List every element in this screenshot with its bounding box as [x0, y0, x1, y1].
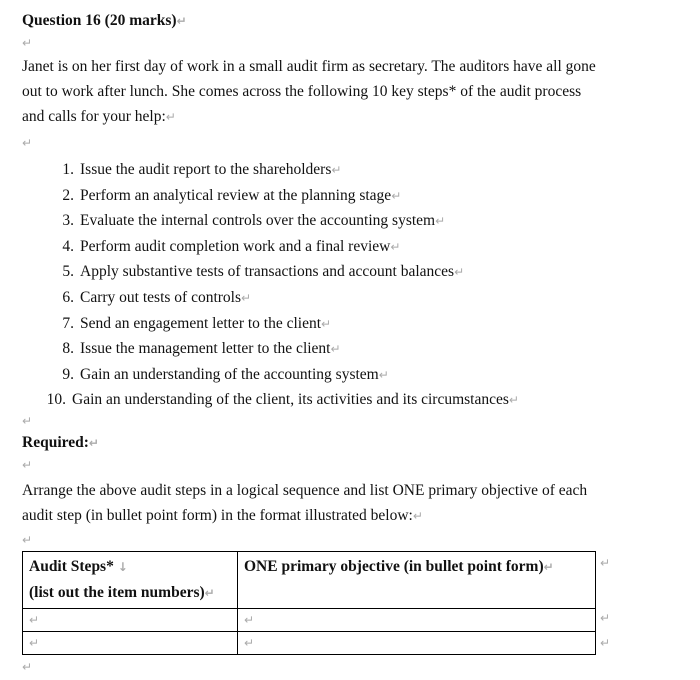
list-item: 7. Send an engagement letter to the client↵ — [62, 314, 332, 332]
paragraph-mark-icon: ↵ — [176, 14, 187, 28]
cell-mark-icon: ↵ — [29, 613, 40, 627]
paragraph-mark-icon: ↵ — [508, 393, 519, 408]
cell-mark-icon: ↵ — [244, 636, 255, 650]
table-cell[interactable] — [238, 609, 596, 632]
table-cell[interactable] — [23, 632, 238, 655]
paragraph-mark-icon: ↵ — [22, 458, 33, 472]
paragraph-mark-icon: ↵ — [435, 214, 446, 229]
list-item: 10. Gain an understanding of the client, its activities and its circumstances↵ — [46, 391, 519, 409]
list-item: 8. Issue the management letter to the client↵ — [62, 340, 341, 358]
paragraph-mark-icon: ↵ — [22, 533, 33, 547]
paragraph-mark-icon: ↵ — [390, 239, 401, 254]
paragraph-mark-icon: ↵ — [22, 414, 33, 428]
table-cell[interactable] — [23, 609, 238, 632]
table-row — [23, 609, 596, 632]
list-item: 5. Apply substantive tests of transactions and account balances↵ — [62, 263, 465, 281]
paragraph-mark-icon: ↵ — [22, 36, 33, 50]
blank-line — [22, 658, 32, 676]
list-item: 9. Gain an understanding of the accounting system↵ — [62, 365, 389, 383]
paragraph-mark-icon: ↵ — [165, 110, 176, 124]
list-item: 4. Perform audit completion work and a final review↵ — [62, 237, 401, 255]
paragraph-mark-icon: ↵ — [22, 136, 33, 150]
list-item: 3. Evaluate the internal controls over the accounting system↵ — [62, 212, 446, 230]
table-header-audit-steps: Audit Steps* ↓ (list out the item numbers)↵ — [23, 552, 238, 609]
intro-paragraph — [22, 54, 682, 130]
cell-mark-icon: ↵ — [244, 613, 255, 627]
paragraph-mark-icon: ↵ — [330, 342, 341, 357]
paragraph-mark-icon: ↵ — [378, 367, 389, 382]
table-row — [23, 632, 596, 655]
blank-line — [22, 412, 32, 430]
row-end-mark-icon: ↵ — [600, 636, 611, 650]
list-item: 6. Carry out tests of controls↵ — [62, 288, 252, 306]
paragraph-mark-icon: ↵ — [241, 290, 252, 305]
paragraph-mark-icon: ↵ — [412, 509, 423, 523]
list-item: 2. Perform an analytical review at the planning stage↵ — [62, 186, 402, 204]
blank-line — [22, 456, 32, 474]
row-end-mark-icon: ↵ — [600, 611, 611, 625]
required-label: Required: — [22, 434, 89, 451]
question-title-text: Question 16 (20 marks) — [22, 12, 177, 29]
required-heading — [22, 434, 99, 452]
blank-line — [22, 134, 32, 152]
paragraph-mark-icon: ↵ — [88, 436, 99, 450]
blank-line — [22, 531, 32, 549]
down-arrow-icon: ↓ — [117, 560, 128, 574]
question-title — [22, 12, 187, 30]
instruction-paragraph — [22, 478, 682, 529]
table-header-row — [23, 552, 596, 609]
intro-line-2: out to work after lunch. She comes across the following 10 key steps* of the audit process — [22, 83, 582, 100]
list-item: 1. Issue the audit report to the shareholders↵ — [62, 161, 342, 178]
paragraph-mark-icon: ↵ — [454, 265, 465, 280]
intro-line-1: Janet is on her first day of work in a small audit firm as secretary. The auditors have all gone — [22, 58, 596, 75]
cell-mark-icon: ↵ — [29, 636, 40, 650]
blank-line — [22, 34, 32, 52]
cell-mark-icon: ↵ — [204, 586, 215, 600]
paragraph-mark-icon: ↵ — [331, 163, 342, 177]
cell-mark-icon: ↵ — [543, 560, 554, 574]
instruction-line-2: audit step (in bullet point form) in the format illustrated below: — [22, 507, 413, 524]
instruction-line-1: Arrange the above audit steps in a logical sequence and list ONE primary objective of each — [22, 482, 588, 499]
table-header-objective: ONE primary objective (in bullet point form)↵ — [238, 552, 596, 609]
answer-format-table — [22, 551, 596, 655]
paragraph-mark-icon: ↵ — [22, 660, 33, 674]
intro-line-3: and calls for your help: — [22, 108, 166, 125]
audit-steps-list — [48, 157, 519, 413]
paragraph-mark-icon: ↵ — [391, 188, 402, 203]
row-end-mark-icon: ↵ — [600, 556, 611, 570]
paragraph-mark-icon: ↵ — [321, 316, 332, 331]
table-cell[interactable] — [238, 632, 596, 655]
